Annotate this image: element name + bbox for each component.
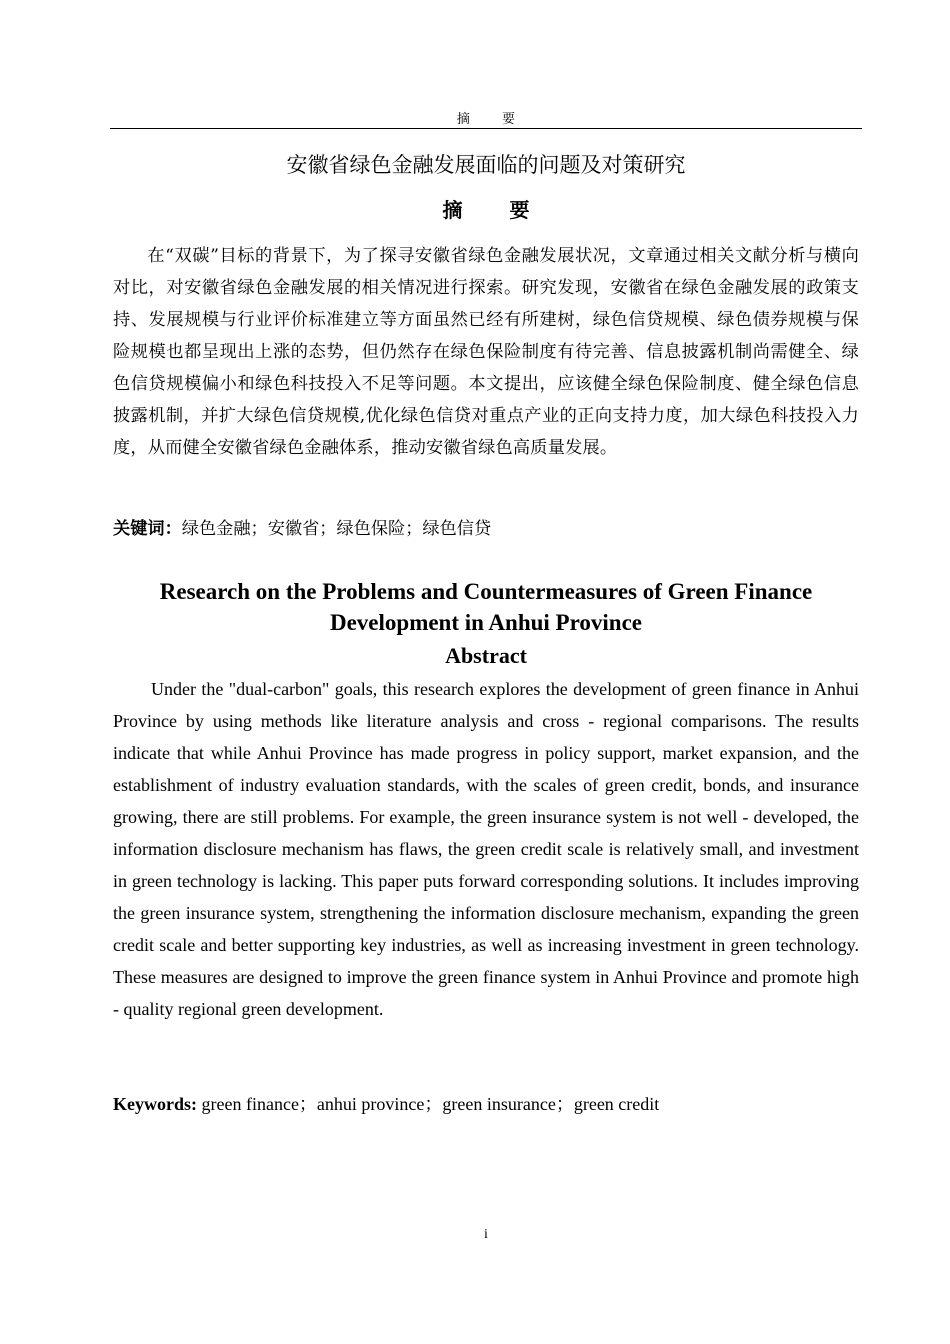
english-abstract-heading: Abstract <box>445 643 527 668</box>
page-number: i <box>484 1227 488 1242</box>
english-title: Research on the Problems and Countermeasures of Green Finance Development in Anhui Province <box>159 579 813 635</box>
chinese-keywords <box>113 513 859 545</box>
chinese-abstract-body: 在“双碳”目标的背景下，为了探寻安徽省绿色金融发展状况，文章通过相关文献分析与横向对比，对安徽省绿色金融发展的相关情况进行探索。研究发现，安徽省在绿色金融发展的政策支持、发展规模与行业评价标准建立等方面虽然已经有所建树，绿色信贷规模、绿色债券规模与保险规模也都呈现出上涨的态势，但仍然存在绿色保险制度有待完善、信息披露机制尚需健全、绿色信贷规模偏小和绿色科技投入不足等问题。本文提出，应该健全绿色保险制度、健全绿色信息披露机制，并扩大绿色信贷规模,优化绿色信贷对重点产业的正向支持力度，加大绿色科技投入力度，从而健全安徽省绿色金融体系，推动安徽省绿色高质量发展。 <box>113 246 859 458</box>
running-header: 摘 要 <box>456 112 530 127</box>
chinese-keywords-label: 关键词： <box>113 519 182 539</box>
english-keywords <box>113 1088 859 1120</box>
chinese-keywords-list: 绿色金融；安徽省；绿色保险；绿色信贷 <box>181 519 492 539</box>
english-abstract-body: Under the "dual-carbon" goals, this research explores the development of green finance in Anhui Province by using methods like literature analysis and cross - regional comparisons. The results indicate that while Anhui Province has made progress in policy support, market expansion, and the establishment of industry evaluation standards, with the scales of green credit, bonds, and insurance growing, there are still problems. For example, the green insurance system is not well - developed, the information disclosure mechanism has flaws, the green credit scale is relatively small, and investment in green technology is lacking. This paper puts forward corresponding solutions. It includes improving the green insurance system, strengthening the information disclosure mechanism, expanding the green credit scale and better supporting key industries, as well as increasing investment in green technology. These measures are designed to improve the green finance system in Anhui Province and promote high - quality regional green development. <box>113 679 859 1019</box>
chinese-abstract-heading: 摘 要 <box>442 198 550 222</box>
english-keywords-label: Keywords: <box>113 1094 197 1114</box>
chinese-title: 安徽省绿色金融发展面临的问题及对策研究 <box>286 153 686 177</box>
header-rule <box>110 128 862 129</box>
english-keywords-list: green finance；anhui province；green insurance；green credit <box>201 1094 660 1114</box>
